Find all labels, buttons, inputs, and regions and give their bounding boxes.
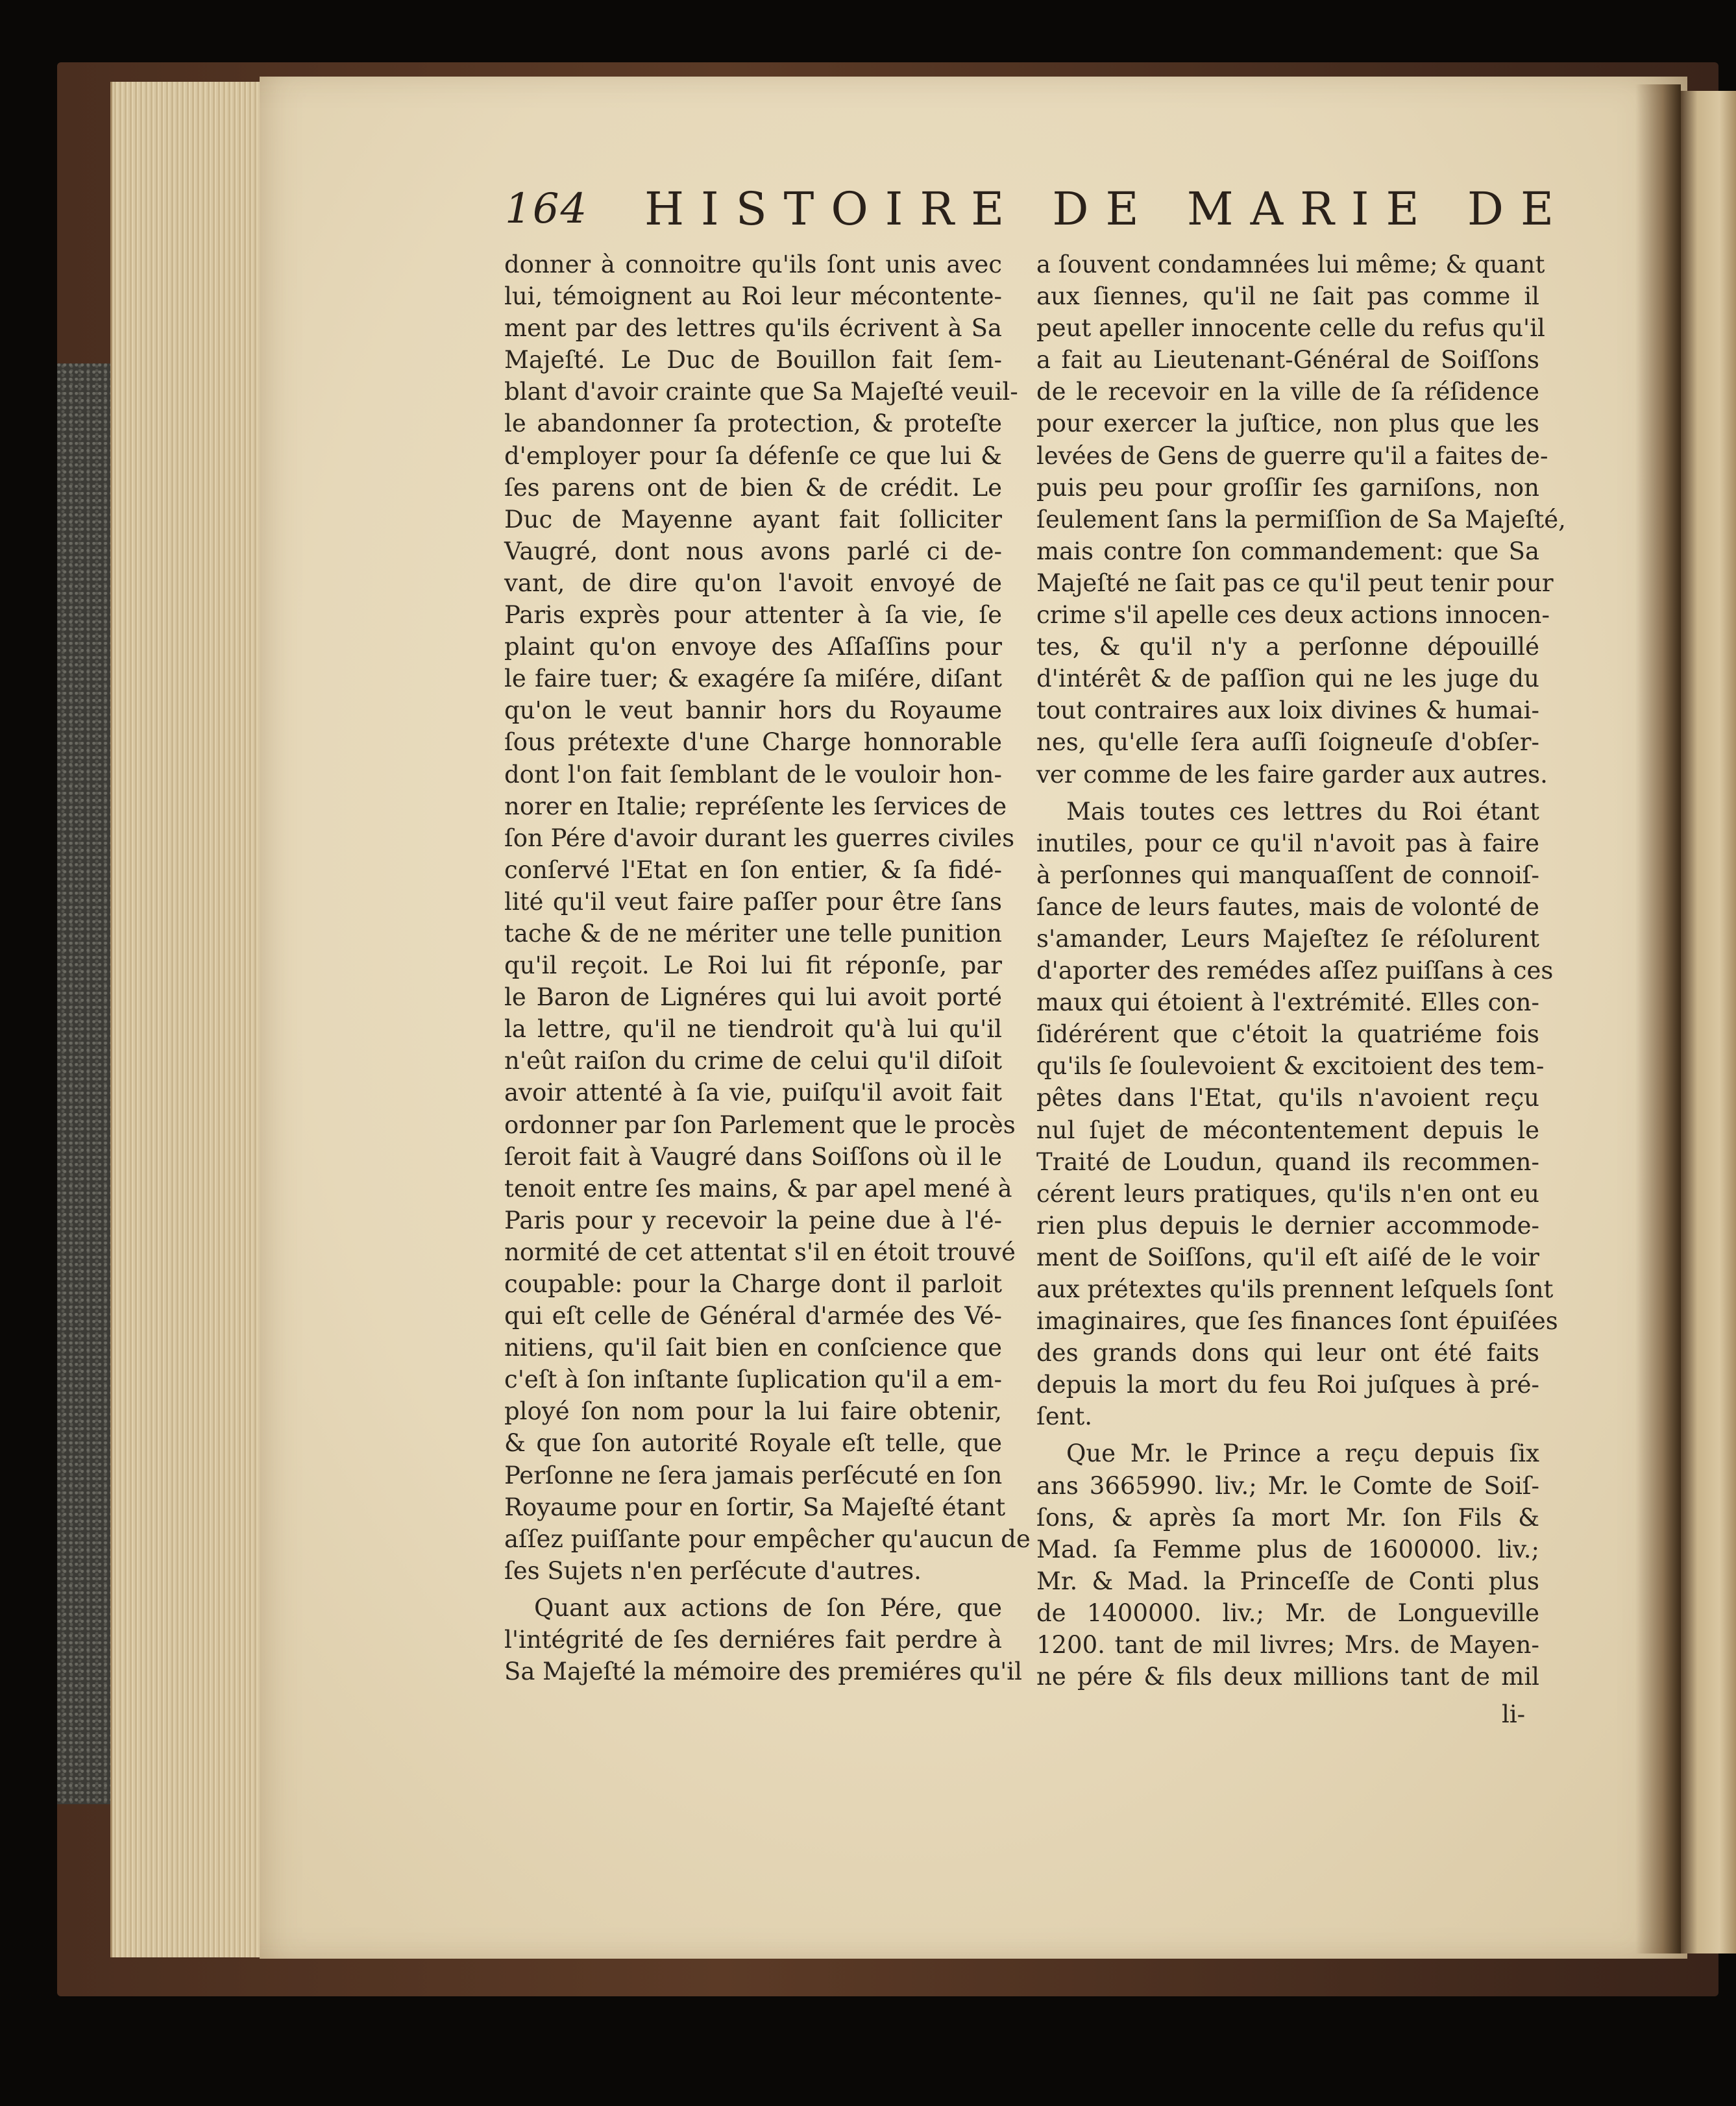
facing-page-edge xyxy=(1681,91,1736,1953)
text-line: pour exercer la juſtice, non plus que les xyxy=(1036,410,1539,438)
text-line: qui eſt celle de Général d'armée des Vé- xyxy=(504,1302,1002,1330)
text-line: imaginaires, que ſes finances ſont épuiſées xyxy=(1036,1307,1558,1336)
text-line: nes, qu'elle ſera auſſi ſoigneuſe d'obſer- xyxy=(1036,728,1539,757)
text-line: plaint qu'on envoye des Aſſaſſins pour xyxy=(504,633,1002,661)
text-line: peut apeller innocente celle du refus qu'il xyxy=(1036,314,1545,343)
text-line: Royaume pour en ſortir, Sa Majeſté étant xyxy=(504,1493,1006,1521)
text-line: le abandonner ſa protection, & proteſte xyxy=(504,410,1002,438)
text-line: Paris exprès pour attenter à ſa vie, ſe xyxy=(504,601,1002,630)
text-line: vant, de dire qu'on l'avoit envoyé de xyxy=(504,569,1002,597)
text-line: ſance de leurs fautes, mais de volonté de xyxy=(1036,892,1539,921)
text-line: Duc de Mayenne ayant fait ſolliciter xyxy=(504,505,1002,533)
text-line: dont l'on fait ſemblant de le vouloir hon- xyxy=(504,760,1002,789)
text-line: l'intégrité de ſes derniéres fait perdre à xyxy=(504,1626,1002,1654)
text-line: lui, témoignent au Roi leur mécontente- xyxy=(504,282,1002,311)
text-line: de le recevoir en la ville de ſa réſidence xyxy=(1036,378,1539,406)
text-line: ſons, & après ſa mort Mr. ſon Fils & xyxy=(1036,1503,1539,1532)
text-line: ſeulement ſans la permiſſion de Sa Majeſté, xyxy=(1036,505,1566,533)
text-line: qu'ils ſe ſoulevoient & excitoient des tem- xyxy=(1036,1052,1545,1081)
text-line: Majeſté ne ſait pas ce qu'il peut tenir pour xyxy=(1036,569,1554,597)
text-line: Traité de Loudun, quand ils recommen- xyxy=(1036,1147,1539,1176)
text-line: aux prétextes qu'ils prennent leſquels ſont xyxy=(1036,1275,1554,1303)
text-line: le Baron de Lignéres qui lui avoit porté xyxy=(504,983,1002,1012)
text-line: Mad. ſa Femme plus de 1600000. liv.; xyxy=(1036,1535,1539,1563)
text-line: Quant aux actions de ſon Pére, que xyxy=(534,1593,1002,1622)
text-line: levées de Gens de guerre qu'il a faites de- xyxy=(1036,441,1548,470)
text-line: la lettre, qu'il ne tiendroit qu'à lui qu'il xyxy=(504,1015,1002,1044)
text-line: donner à connoitre qu'ils ſont unis avec xyxy=(504,251,1002,278)
text-line: conſervé l'Etat en ſon entier, & ſa fidé- xyxy=(504,855,1002,884)
catchword: li- xyxy=(1502,1700,1526,1728)
text-line: pêtes dans l'Etat, qu'ils n'avoient reçu xyxy=(1036,1084,1539,1112)
text-line: Sa Majeſté la mémoire des premiéres qu'il xyxy=(504,1658,1022,1686)
text-line: Vaugré, dont nous avons parlé ci de- xyxy=(504,537,1002,565)
text-line: nitiens, qu'il ſait bien en conſcience que xyxy=(504,1334,1002,1362)
right-text-column xyxy=(1036,249,1566,1693)
text-line: avoir attenté à ſa vie, puiſqu'il avoit fait xyxy=(504,1079,1002,1107)
text-line: Perſonne ne ſera jamais perſécuté en ſon xyxy=(504,1461,1003,1489)
text-line: ne pére & fils deux millions tant de mil xyxy=(1036,1663,1539,1691)
text-line: tout contraires aux loix divines & humai- xyxy=(1036,696,1539,725)
page-header xyxy=(505,182,1571,243)
text-line: Que Mr. le Prince a reçu depuis ſix xyxy=(1066,1439,1539,1468)
page-edges xyxy=(110,82,275,1957)
text-line: qu'on le veut bannir hors du Royaume xyxy=(504,696,1002,725)
text-line: ſent. xyxy=(1036,1402,1093,1431)
text-line: tache & de ne mériter une telle punition xyxy=(504,919,1002,948)
text-line: norer en Italie; repréſente les ſervices de xyxy=(504,792,1007,820)
text-line: & que ſon autorité Royale eſt telle, que xyxy=(504,1429,1002,1458)
text-line: nul ſujet de mécontentement depuis le xyxy=(1036,1116,1539,1144)
text-line: ſes parens ont de bien & de crédit. Le xyxy=(504,473,1002,502)
text-line: ordonner par ſon Parlement que le procès xyxy=(504,1110,1016,1139)
text-line: rien plus depuis le dernier accommode- xyxy=(1036,1211,1539,1240)
text-line: depuis la mort du feu Roi juſques à pré- xyxy=(1036,1371,1539,1399)
text-line: Paris pour y recevoir la peine due à l'é- xyxy=(504,1206,1002,1234)
text-line: coupable: pour la Charge dont il parloit xyxy=(504,1270,1002,1298)
text-line: 1200. tant de mil livres; Mrs. de Mayen- xyxy=(1036,1631,1539,1659)
text-line: Majeſté. Le Duc de Bouillon fait ſem- xyxy=(504,346,1002,374)
text-line: ſous prétexte d'une Charge honnorable xyxy=(504,728,1002,757)
text-line: ment par des lettres qu'ils écrivent à Sa xyxy=(504,314,1002,343)
text-line: tes, & qu'il n'y a perſonne dépouillé xyxy=(1036,633,1539,661)
page-number: 164 xyxy=(505,185,589,233)
left-text-column xyxy=(504,249,1031,1687)
text-line: ſeroit fait à Vaugré dans Soiſſons où il le xyxy=(504,1142,1002,1171)
text-line: ans 3665990. liv.; Mr. le Comte de Soiſ- xyxy=(1036,1471,1539,1500)
text-line: ſon Pére d'avoir durant les guerres civiles xyxy=(504,824,1015,852)
text-line: Mr. & Mad. la Princeſſe de Conti plus xyxy=(1036,1567,1539,1595)
text-line: ſidérérent que c'étoit la quatriéme fois xyxy=(1036,1020,1539,1049)
text-line: cérent leurs pratiques, qu'ils n'en ont eu xyxy=(1036,1179,1539,1208)
text-line: a fait au Lieutenant-Général de Soiſſons xyxy=(1036,346,1539,374)
text-line: s'amander, Leurs Majeſtez ſe réſolurent xyxy=(1036,924,1539,953)
text-line: le faire tuer; & exagére ſa miſére, diſant xyxy=(504,665,1002,693)
text-line: à perſonnes qui manquaſſent de connoiſ- xyxy=(1036,861,1539,889)
text-line: tenoit entre ſes mains, & par apel mené à xyxy=(504,1174,1012,1203)
text-line: aſſez puiſſante pour empêcher qu'aucun de xyxy=(504,1524,1031,1553)
text-line: ment de Soiſſons, qu'il eſt aiſé de le voir xyxy=(1036,1243,1539,1271)
text-line: d'employer pour ſa défenſe ce que lui & xyxy=(504,441,1002,470)
text-line: lité qu'il veut faire paſſer pour être ſans xyxy=(504,887,1002,916)
text-line: a ſouvent condamnées lui même; & quant xyxy=(1036,251,1545,278)
text-line: c'eſt à ſon inſtante ſuplication qu'il a em- xyxy=(504,1365,1002,1394)
text-line: n'eût raiſon du crime de celui qu'il diſoit xyxy=(504,1047,1002,1075)
text-line: de 1400000. liv.; Mr. de Longueville xyxy=(1036,1598,1539,1627)
text-line: aux ſiennes, qu'il ne ſait pas comme il xyxy=(1036,282,1539,311)
text-line: d'aporter des remédes aſſez puiſſans à ces xyxy=(1036,957,1554,985)
text-line: ſes Sujets n'en perſécute d'autres. xyxy=(504,1556,922,1585)
text-line: crime s'il apelle ces deux actions innocen- xyxy=(1036,601,1550,630)
text-line: des grands dons qui leur ont été faits xyxy=(1036,1339,1539,1367)
text-line: d'intérêt & de paſſion qui ne les juge du xyxy=(1036,665,1539,693)
text-line: normité de cet attentat s'il en étoit trouvé xyxy=(504,1238,1016,1266)
text-line: maux qui étoient à l'extrémité. Elles con- xyxy=(1036,988,1539,1017)
text-line: ver comme de les faire garder aux autres. xyxy=(1036,760,1548,789)
text-line: qu'il reçoit. Le Roi lui fit réponſe, par xyxy=(504,951,1002,980)
text-line: ployé ſon nom pour la lui faire obtenir, xyxy=(504,1397,1002,1426)
text-line: Mais toutes ces lettres du Roi étant xyxy=(1066,797,1539,826)
text-line: inutiles, pour ce qu'il n'avoit pas à faire xyxy=(1036,829,1539,857)
text-line: mais contre ſon commandement: que Sa xyxy=(1036,537,1539,565)
text-line: blant d'avoir crainte que Sa Majeſté veuil- xyxy=(504,378,1018,406)
book-gutter xyxy=(1635,84,1681,1953)
text-line: puis peu pour groſſir ſes garniſons, non xyxy=(1036,473,1539,502)
running-title: HISTOIRE DE MARIE DE xyxy=(644,182,1571,236)
